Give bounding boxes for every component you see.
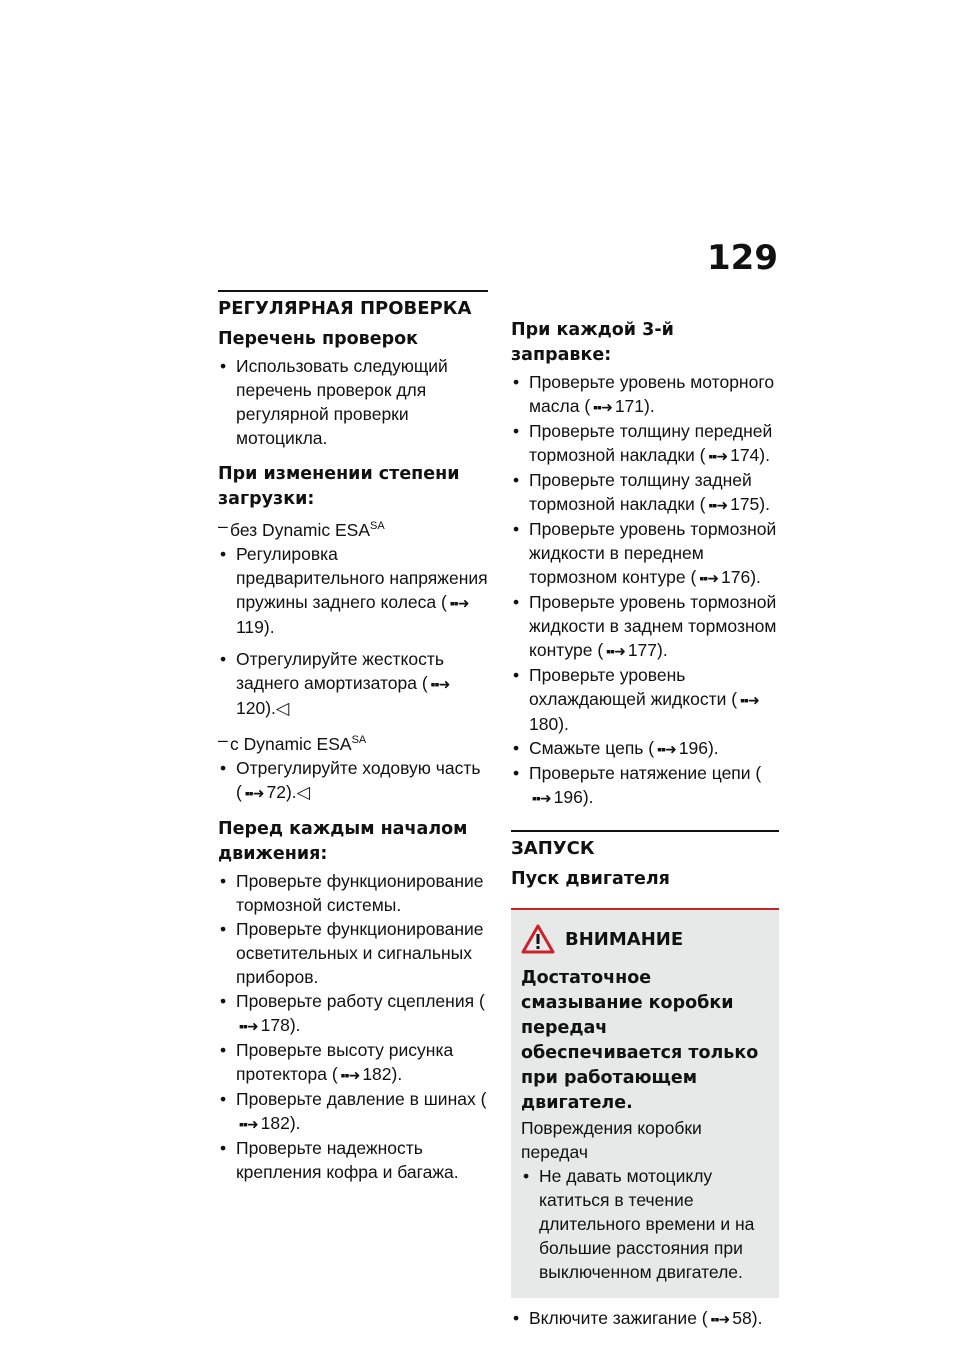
page-ref-arrow-icon: ▪▪➜ (593, 399, 612, 415)
warning-consequence: Повреждения коробки передач (521, 1118, 702, 1162)
section-title-start: ЗАПУСК (511, 830, 779, 859)
page-ref-arrow-icon: ▪▪➜ (430, 675, 450, 692)
page-ref-arrow-icon: ▪▪➜ (239, 1115, 258, 1132)
list-item: • Проверьте высоту рисунка протектора ( ▪▪➜ 182). (218, 1038, 488, 1087)
list-item: • Использовать следующий перечень проверок для регулярной проверки мотоцикла. (218, 354, 488, 450)
page-ref-arrow-icon: ▪▪➜ (340, 1066, 360, 1083)
page-ref-arrow-icon: ▪▪➜ (606, 643, 625, 659)
list-item: • Проверьте уровень охлаждающей жидкости ( ▪▪➜180). (511, 663, 779, 736)
page-number: 129 (707, 238, 778, 278)
subheading-before-ride: Перед каждым началом движения: (218, 818, 468, 864)
page-ref[interactable]: 178 (260, 1014, 290, 1035)
list-item: • Отрегулируйте жесткость заднего амортизатора ( ▪▪➜120).◁ (218, 647, 488, 720)
list-item: • Включите зажигание ( ▪▪➜ 58). (511, 1306, 779, 1331)
page-ref-arrow-icon: ▪▪➜ (699, 570, 718, 586)
page-ref[interactable]: 119 (236, 616, 264, 637)
list-item: • Регулировка предварительного напряжения пружины заднего колеса ( ▪▪➜119). (218, 542, 488, 639)
list-item: • Проверьте давление в шинах (▪▪➜ 182). (218, 1087, 488, 1136)
page-ref-arrow-icon: ▪▪➜ (740, 692, 759, 708)
list-item: • Проверьте толщину задней тормозной накладки ( ▪▪➜ 175). (511, 468, 779, 517)
page-ref[interactable]: 182 (260, 1112, 290, 1133)
list-item: • Проверьте толщину передней тормозной накладки ( ▪▪➜ 174). (511, 419, 779, 468)
subheading-every-third-refuel: При каждой 3-й заправке: (511, 320, 674, 365)
page-ref[interactable]: 196 (678, 738, 708, 758)
list-item: • Проверьте уровень тормозной жидкости в переднем тормозном контуре ( ▪▪➜ 176). (511, 517, 779, 590)
list-item: • Проверьте функционирование тормозной системы. (218, 869, 488, 917)
warning-title: ВНИМАНИЕ (565, 928, 684, 950)
right-column (511, 290, 779, 1331)
variant-label: с Dynamic ESA (230, 733, 352, 754)
subheading-load-change: При изменении степени загрузки: (218, 464, 460, 509)
warning-triangle-icon (521, 924, 555, 954)
subheading-checklist: Перечень проверок (218, 329, 419, 349)
list-item: • Смажьте цепь ( ▪▪➜ 196). (511, 736, 779, 761)
page-ref[interactable]: 177 (627, 640, 658, 660)
variant-label: без Dynamic ESA (230, 519, 371, 540)
page-ref-arrow-icon: ▪▪➜ (708, 497, 728, 513)
list-item: • Проверьте работу сцепления (▪▪➜ 178). (218, 989, 488, 1038)
list-item: • Проверьте натяжение цепи (▪▪➜ 196). (511, 761, 779, 810)
list-item: • Отрегулируйте ходовую часть ( ▪▪➜ 72).◁ (218, 756, 488, 805)
page-ref-arrow-icon: ▪▪➜ (449, 594, 469, 611)
left-column (218, 290, 488, 1184)
special-equipment-mark: SA (370, 520, 385, 532)
page-ref-arrow-icon: ▪▪➜ (708, 448, 728, 464)
page-ref[interactable]: 72 (266, 781, 286, 802)
list-item: • Проверьте уровень тормозной жидкости в заднем тормозном контуре ( ▪▪➜ 177). (511, 590, 779, 663)
page-ref[interactable]: 174 (730, 445, 760, 465)
page-ref-arrow-icon: ▪▪➜ (244, 784, 264, 801)
list-item: • Проверьте надежность крепления кофра и багажа. (218, 1136, 488, 1184)
page-ref[interactable]: 180 (529, 714, 559, 734)
list-item: • Проверьте уровень моторного масла ( ▪▪➜ 171). (511, 370, 779, 419)
page-ref[interactable]: 175 (730, 494, 760, 514)
warning-instruction: • Не давать мотоциклу катиться в течение длительного времени и на большие расстояния при выключенном двигателе. (521, 1164, 767, 1284)
page-ref[interactable]: 120 (236, 697, 266, 718)
page-ref[interactable]: 182 (362, 1063, 392, 1084)
warning-box (511, 908, 779, 1298)
list-item: • Проверьте функционирование осветительных и сигнальных приборов. (218, 917, 488, 989)
page-ref-arrow-icon: ▪▪➜ (532, 790, 551, 806)
warning-header (521, 924, 767, 954)
section-title-regular-check: РЕГУЛЯРНАЯ ПРОВЕРКА (218, 290, 488, 319)
warning-statement: Достаточное смазывание коробки передач обеспечивается только при работающем двигателе. (521, 968, 759, 1113)
subheading-engine-start: Пуск двигателя (511, 869, 670, 889)
special-equipment-mark: SA (351, 733, 367, 746)
page-ref-arrow-icon: ▪▪➜ (239, 1017, 258, 1034)
page-ref[interactable]: 171 (614, 396, 645, 416)
variant-with-esa (218, 728, 488, 756)
page-ref[interactable]: 58 (732, 1308, 752, 1328)
page-ref[interactable]: 196 (553, 787, 583, 807)
variant-without-esa (218, 514, 488, 542)
page-ref-arrow-icon: ▪▪➜ (710, 1311, 730, 1327)
page-ref-arrow-icon: ▪▪➜ (657, 741, 676, 757)
page-ref[interactable]: 176 (721, 567, 751, 587)
